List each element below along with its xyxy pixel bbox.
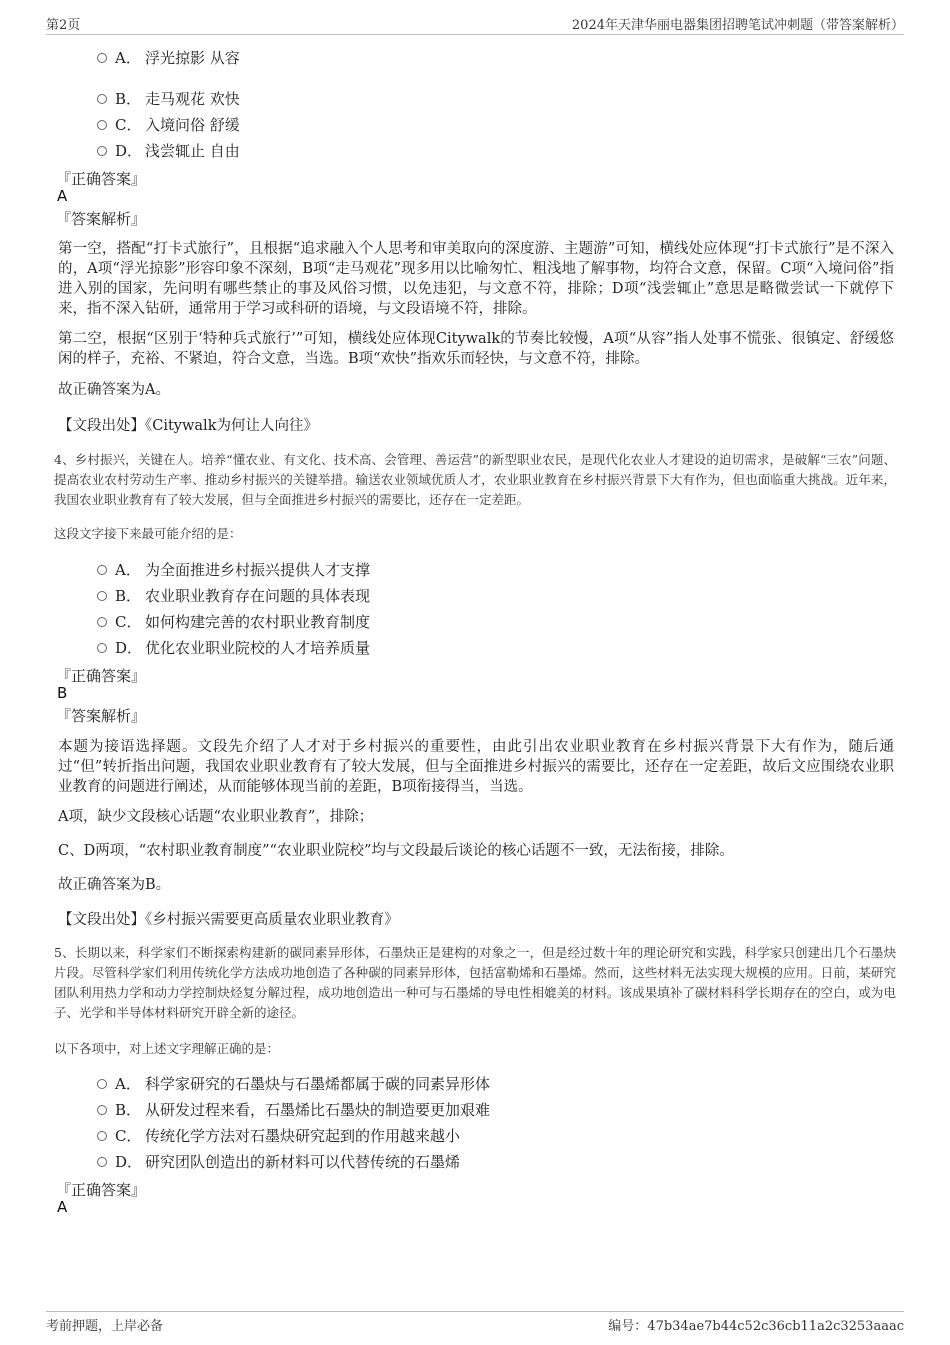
q4-answer-label: 『正确答案』: [56, 667, 147, 685]
q5-answer: A: [57, 1198, 68, 1216]
q3-analysis-label: 『答案解析』: [56, 210, 147, 228]
q3-analysis-paragraph-2: 第二空，根据“区别于‘特种兵式旅行’”可知，横线处应体现Citywalk的节奏比较慢，A项“从容”指人处事不慌张、很镇定、舒缓悠闲的样子，充裕、不紧迫，符合文意，当选。B项“欢快”指欢乐而轻快，与文意不符，排除。: [58, 331, 894, 367]
q5-answer-label: 『正确答案』: [56, 1181, 147, 1199]
radio-icon[interactable]: [97, 120, 107, 130]
q3-analysis-paragraph-1: 第一空，搭配“打卡式旅行”，且根据“追求融入个人思考和审美取向的深度游、主题游”可知，横线处应体现“打卡式旅行”是不深入的，A项“浮光掠影”形容印象不深刻，B项“走马观花”现多用以比喻匆忙、粗浅地了解事物，均符合文意，保留。C项“入境问俗”指进入别的国家，先问明有哪些禁止的事及风俗习惯，以免违犯，与文意不符，排除；D项“浅尝辄止”意思是略微尝试一下就停下来，指不深入钻研，通常用于学习或科研的语境，与文段语境不符，排除。: [58, 241, 894, 317]
q4-stem: 4、乡村振兴，关键在人。培养“懂农业、有文化、技术高、会管理、善运营”的新型职业农民，是现代化农业人才建设的迫切需求，是破解“三农”问题、提高农业农村劳动生产率、推动乡村振兴的关键举措。输送农业领域优质人才，农业职业教育在乡村振兴背景下大有作为，但也面临重大挑战。近年来，我国农业职业教育有了较大发展，但与全面推进乡村振兴的需要比，还存在一定差距。: [54, 452, 896, 507]
radio-icon[interactable]: [97, 617, 107, 627]
q3-answer: A: [57, 187, 68, 205]
q4-conclusion: 故正确答案为B。: [58, 877, 171, 893]
q3-conclusion: 故正确答案为A。: [58, 382, 170, 398]
q4-question: 这段文字接下来最可能介绍的是：: [54, 526, 242, 541]
radio-icon[interactable]: [97, 591, 107, 601]
radio-icon[interactable]: [97, 1131, 107, 1141]
page-footer: [46, 1311, 904, 1336]
radio-icon[interactable]: [97, 643, 107, 653]
q3-answer-label: 『正确答案』: [56, 170, 147, 188]
radio-icon[interactable]: [97, 146, 107, 156]
radio-icon[interactable]: [97, 565, 107, 575]
radio-icon[interactable]: [97, 53, 107, 63]
q4-source: 【文段出处】《乡村振兴需要更高质量农业职业教育》: [58, 912, 399, 928]
q5-question: 以下各项中，对上述文字理解正确的是：: [54, 1041, 280, 1056]
radio-icon[interactable]: [97, 1079, 107, 1089]
q4-analysis-paragraph-2: A项，缺少文段核心话题“农业职业教育”，排除；: [58, 809, 374, 825]
document-title: 2024年天津华丽电器集团招聘笔试冲刺题（带答案解析）: [571, 18, 904, 33]
q5-stem: 5、长期以来，科学家们不断探索构建新的碳同素异形体，石墨炔正是建构的对象之一，但是经过数十年的理论研究和实践，科学家只创建出几个石墨炔片段。尽管科学家们利用传统化学方法成功地创造了各种碳的同素异形体，包括富勒烯和石墨烯。然而，这些材料无法实现大规模的应用。日前，某研究团队利用热力学和动力学控制炔烃复分解过程，成功地创造出一种可与石墨烯的导电性相媲美的材料。该成果填补了碳材料科学长期存在的空白，或为电子、光学和半导体材料研究开辟全新的途径。: [54, 945, 896, 1020]
q3-source: 【文段出处】《Citywalk为何让人向往》: [58, 418, 318, 434]
radio-icon[interactable]: [97, 1105, 107, 1115]
document-code: 编号：47b34ae7b44c52c36cb11a2c3253aaac: [608, 1319, 904, 1334]
q4-answer: B: [57, 684, 68, 702]
radio-icon[interactable]: [97, 94, 107, 104]
footer-slogan: 考前押题，上岸必备: [46, 1319, 164, 1334]
q4-analysis-label: 『答案解析』: [56, 707, 147, 725]
q4-analysis-paragraph-1: 本题为接语选择题。文段先介绍了人才对于乡村振兴的重要性，由此引出农业职业教育在乡村振兴背景下大有作为，随后通过“但”转折指出问题，我国农业职业教育有了较大发展，但与全面推进乡村振兴的需要比，还存在一定差距，故后文应围绕农业职业教育的问题进行阐述，从而能够体现当前的差距，B项衔接得当，当选。: [58, 739, 894, 795]
radio-icon[interactable]: [97, 1157, 107, 1167]
q4-analysis-paragraph-3: C、D两项，“农村职业教育制度”“农业职业院校”均与文段最后谈论的核心话题不一致，无法衔接，排除。: [58, 843, 734, 859]
page-number: 第2页: [46, 18, 81, 33]
page-header: [46, 12, 904, 35]
